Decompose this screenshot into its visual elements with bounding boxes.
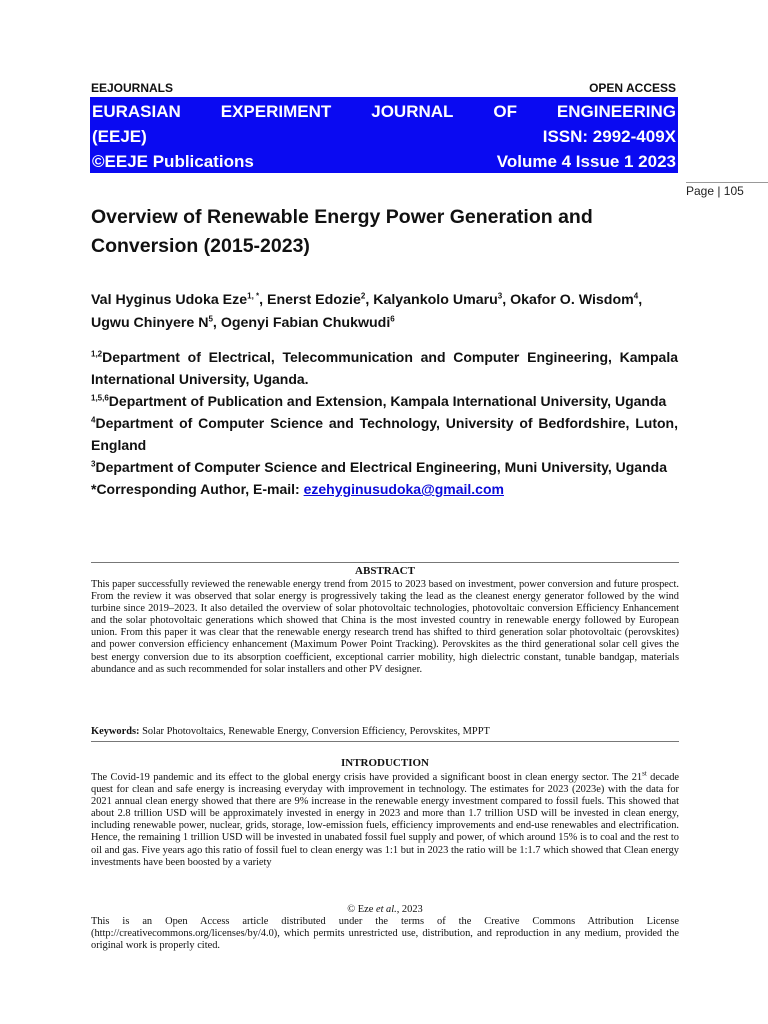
author-sup: 4 bbox=[633, 291, 639, 301]
author-sup: 2 bbox=[360, 291, 366, 301]
license-text: This is an Open Access article distributed under the terms of the Creative Commons Attribution License (http://creativecommons.org/licenses/by/4.0), which permits unrestricted use, distribution, and reproduction in any medium, provided the original work is properly cited. bbox=[91, 916, 679, 952]
journal-volume-row bbox=[92, 149, 676, 174]
affiliation bbox=[91, 346, 678, 390]
author-name: Kalyankolo Umaru bbox=[373, 292, 498, 308]
affiliation bbox=[91, 390, 678, 412]
author-name: Ugwu Chinyere N bbox=[91, 315, 209, 331]
journal-abbrev: (EEJE) bbox=[92, 127, 147, 146]
abstract-bottom-rule bbox=[91, 741, 679, 742]
copyright-pre: © Eze bbox=[347, 904, 376, 915]
affiliation-text: Department of Computer Science and Electrical Engineering, Muni University, Uganda bbox=[95, 459, 667, 475]
corresponding-author bbox=[91, 478, 678, 500]
affiliation-text: Department of Computer Science and Technology, University of Bedfordshire, Luton, England bbox=[91, 415, 678, 453]
corresponding-label: *Corresponding Author, E-mail: bbox=[91, 481, 304, 497]
author-sup: 1, * bbox=[247, 291, 260, 301]
copyright-line bbox=[91, 904, 679, 915]
abstract-heading: ABSTRACT bbox=[355, 565, 415, 577]
intro-text-part1: The Covid-19 pandemic and its effect to the global energy crisis have provided a significant boost in clean energy sector. The 21 bbox=[91, 772, 643, 783]
affiliation-sup: 4 bbox=[91, 415, 96, 425]
author-name: Enerst Edozie bbox=[267, 292, 361, 308]
affiliation-sup: 3 bbox=[91, 459, 96, 469]
volume-issue: Volume 4 Issue 1 2023 bbox=[496, 152, 676, 171]
publisher-copyright: ©EEJE Publications bbox=[92, 152, 254, 171]
journal-issn: ISSN: 2992-409X bbox=[542, 127, 676, 146]
affiliation-text: Department of Publication and Extension, Kampala International University, Uganda bbox=[108, 393, 667, 409]
affiliation bbox=[91, 412, 678, 456]
open-access-label: OPEN ACCESS bbox=[589, 81, 676, 95]
author-sup: 3 bbox=[497, 291, 503, 301]
author-name: Val Hyginus Udoka Eze bbox=[91, 292, 248, 308]
intro-sup: st bbox=[642, 769, 647, 778]
journal-word: JOURNAL bbox=[371, 102, 454, 121]
introduction-heading: INTRODUCTION bbox=[340, 757, 429, 769]
copyright-etal: et al. bbox=[375, 904, 397, 915]
affiliation-list bbox=[91, 346, 678, 500]
author-list: Val Hyginus Udoka Eze$^{1, *}$, Enerst Edozie$^2$, Kalyankolo Umaru$^3$, Okafor O. Wisdom$^4$, Ugwu Chinyere $N^5$, Ogenyi Fabian Chukwudi$^6$ bbox=[91, 291, 643, 331]
introduction-text bbox=[91, 769, 680, 869]
abstract-top-rule bbox=[91, 562, 679, 563]
page-number-rule bbox=[686, 182, 768, 183]
journal-name-row bbox=[92, 99, 676, 124]
journal-banner bbox=[90, 97, 678, 173]
author-name: Okafor O. Wisdom bbox=[510, 292, 634, 308]
affiliation-text: Department of Electrical, Telecommunication and Computer Engineering, Kampala International University, Uganda. bbox=[91, 349, 678, 387]
journal-issn-row bbox=[92, 124, 676, 149]
journal-word: EXPERIMENT bbox=[220, 102, 332, 121]
keywords-label: Keywords: bbox=[91, 726, 140, 737]
affiliation-sup: 1,5,6 bbox=[91, 393, 109, 403]
journal-word: EURASIAN bbox=[92, 102, 181, 121]
journal-word: ENGINEERING bbox=[556, 102, 676, 121]
affiliation bbox=[91, 456, 678, 478]
author-name: Ogenyi Fabian Chukwudi bbox=[220, 315, 391, 331]
page-number: Page | 105 bbox=[686, 184, 744, 198]
keywords-line bbox=[91, 726, 679, 738]
author-sup: 5 bbox=[208, 314, 213, 324]
keywords-text: Solar Photovoltaics, Renewable Energy, Conversion Efficiency, Perovskites, MPPT bbox=[139, 726, 490, 737]
article-title: Overview of Renewable Energy Power Generation and Conversion (2015-2023) bbox=[91, 206, 593, 257]
abstract-text: This paper successfully reviewed the renewable energy trend from 2015 to 2023 based on investment, power conversion and future prospect. From the review it was observed that solar energy is progressively taking the lead as the cleanest energy generator followed by the wind turbine since 2019–2023. It also detailed the overview of solar photovoltaic technologies, photovoltaic conversion Efficiency Enhancement and the solar photovoltaic generations which showed that China is the most invested country in renewable energy followed by European union. From this paper it was clear that the renewable energy research trend has shifted to third generation solar photovoltaic (perovskites) and power conversion efficiency enhancement (Maximum Power Point Tracking). Perovskites as the third generational solar cell gives the best energy conversion due to its absorption coefficient, exceptional carrier mobility, high dielectric constant, tunable bandgap, materials abundance and as such recommended for solar installers and other PV designer. bbox=[91, 579, 679, 675]
intro-text-part2: decade quest for clean and safe energy is increasing everyday with improvement in technology. The estimates for 2023 (2023e) with the data for 2021 annual clean energy showed that there are 9% increase in the renewable energy investment compared to fossil fuels. This showed that about 2.8 trillion USD will be approximately invested in energy in 2023 and more than 1.7 trillion USD will be invested in clean energy, including renewable power, nuclear, grids, storage, low-emission fuels, efficiency improvements and end-use renewables and electrification. Hence, the remaining 1 trillion USD will be invested in unabated fossil fuel supply and power, of which around 15% is to coal and the rest to oil and gas. Five years ago this ratio of fossil fuel to clean energy was 1:1 but in 2023 the ratio will be 1:1.7 which showed that Clean energy investments have been boosted by a variety bbox=[91, 772, 680, 868]
journal-word: OF bbox=[493, 102, 517, 121]
publisher-name: EEJOURNALS bbox=[91, 81, 174, 95]
corresponding-email-link[interactable]: ezehyginusudoka@gmail.com bbox=[303, 481, 504, 497]
copyright-post: , 2023 bbox=[396, 904, 423, 915]
top-line bbox=[91, 81, 676, 95]
author-sup: 6 bbox=[390, 314, 395, 324]
affiliation-sup: 1,2 bbox=[91, 349, 103, 359]
